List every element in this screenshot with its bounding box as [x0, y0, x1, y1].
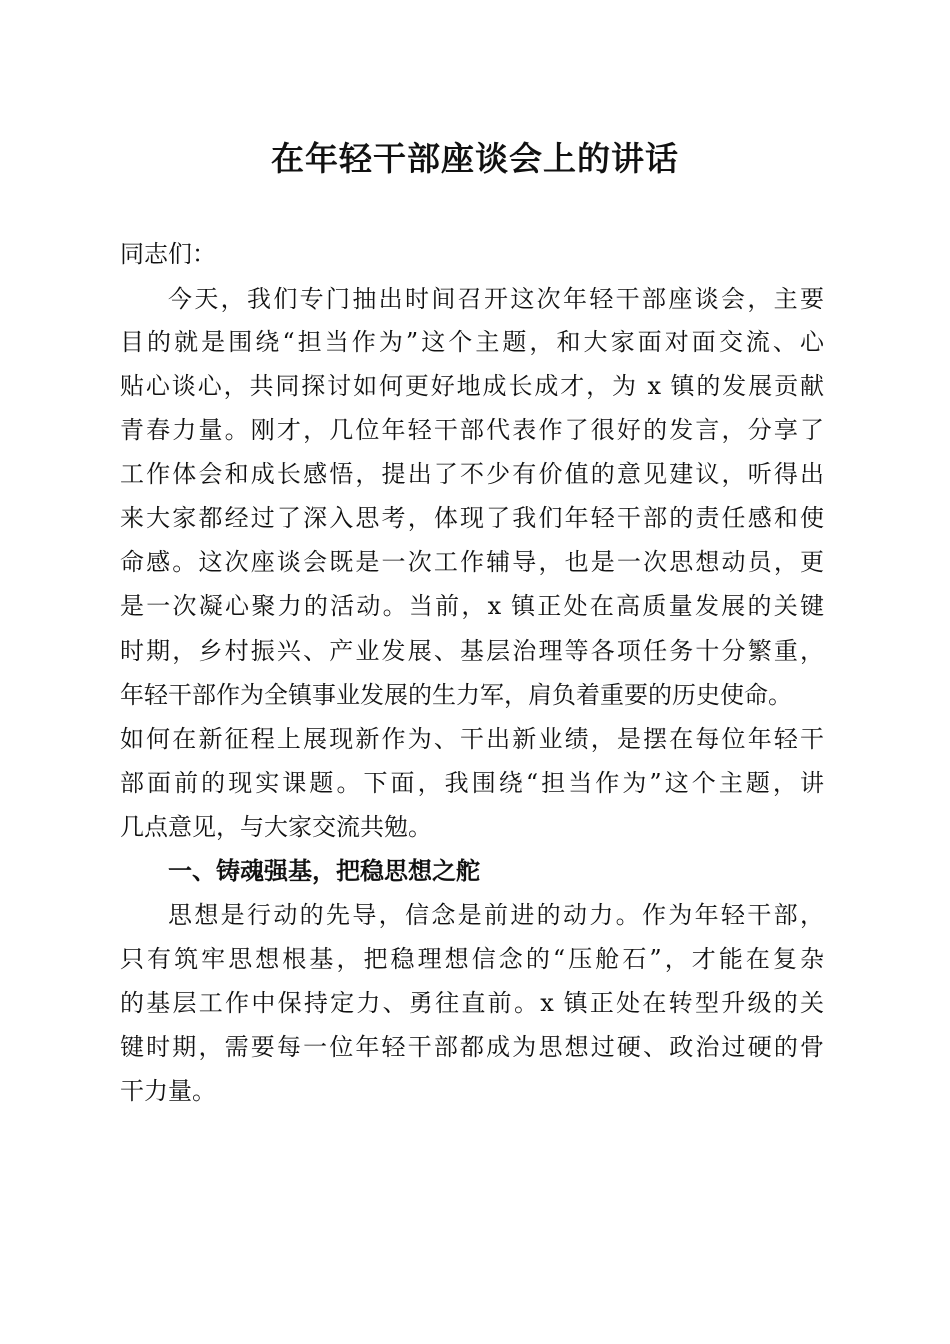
section-line: 键时期，需要每一位年轻干部都成为思想过硬、政治过硬的骨: [120, 1033, 824, 1061]
salutation: 同志们：: [120, 240, 216, 268]
body-line: 时期，乡村振兴、产业发展、基层治理等各项任务十分繁重，: [120, 637, 824, 665]
body-line: 目的就是围绕“担当作为”这个主题，和大家面对面交流、心: [120, 328, 824, 356]
body-line: 如何在新征程上展现新作为、干出新业绩，是摆在每位年轻干: [120, 725, 824, 753]
document-title: 在年轻干部座谈会上的讲话: [271, 139, 679, 178]
body-line: 部面前的现实课题。下面，我围绕“担当作为”这个主题，讲: [120, 769, 824, 797]
section-line: 干力量。: [120, 1077, 216, 1105]
section-line: 只有筑牢思想根基，把稳理想信念的“压舱石”，才能在复杂: [120, 945, 824, 973]
section-line: 思想是行动的先导，信念是前进的动力。作为年轻干部，: [168, 901, 824, 929]
body-line: 来大家都经过了深入思考，体现了我们年轻干部的责任感和使: [120, 504, 824, 532]
body-line: 青春力量。刚才，几位年轻干部代表作了很好的发言，分享了: [120, 416, 824, 444]
section-line: 的基层工作中保持定力、勇往直前。x 镇正处在转型升级的关: [120, 989, 824, 1017]
body-line: 是一次凝心聚力的活动。当前，x 镇正处在高质量发展的关键: [120, 592, 824, 620]
body-line: 年轻干部作为全镇事业发展的生力军，肩负着重要的历史使命。: [120, 681, 792, 709]
body-line: 贴心谈心，共同探讨如何更好地成长成才，为 x 镇的发展贡献: [120, 372, 824, 400]
body-line: 命感。这次座谈会既是一次工作辅导，也是一次思想动员，更: [120, 548, 824, 576]
body-line: 几点意见，与大家交流共勉。: [120, 813, 432, 841]
body-line: 工作体会和成长感悟，提出了不少有价值的意见建议，听得出: [120, 460, 824, 488]
section-heading: 一、铸魂强基，把稳思想之舵: [168, 857, 480, 885]
body-line: 今天，我们专门抽出时间召开这次年轻干部座谈会，主要: [168, 285, 824, 313]
